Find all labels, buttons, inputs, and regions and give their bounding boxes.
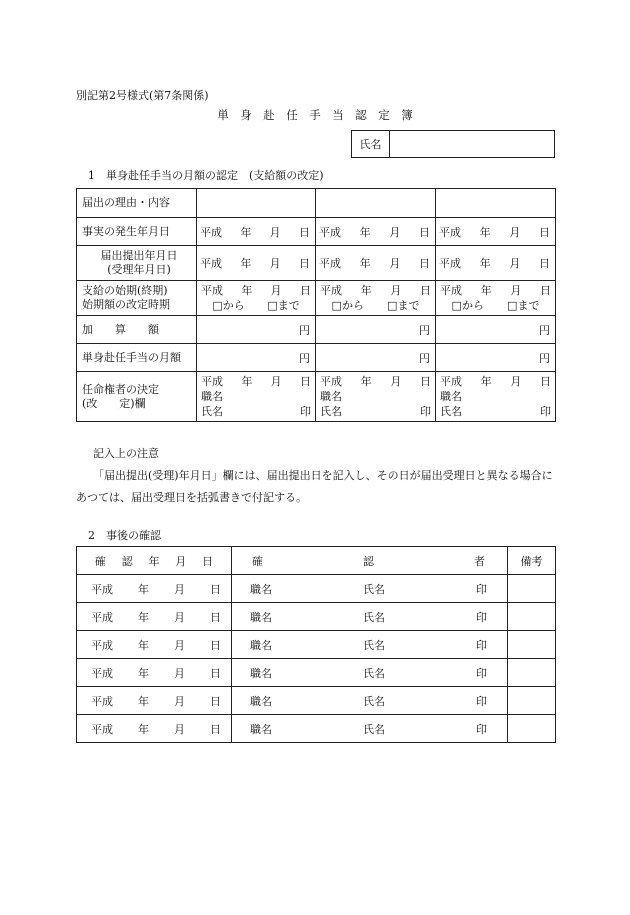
year-label: 年 [138,666,149,680]
year-label: 年 [138,694,149,708]
job-title-label: 職名 [320,390,342,403]
table-row [77,687,556,715]
name-label: 氏名 [201,405,223,418]
job-title-label: 職名 [250,582,272,596]
confirmer-cell[interactable] [232,687,508,715]
year-label: 年 [138,582,149,596]
day-label: 日 [299,284,311,297]
decision-cell[interactable] [436,372,556,422]
decision-label-line1: 任命権者の決定 [82,382,159,396]
header-confirmer [232,547,508,575]
era-label: 平成 [200,225,222,239]
confirm-date-cell[interactable] [77,659,232,687]
decision-cell[interactable] [197,372,316,422]
seal-mark: 印 [476,666,487,680]
name-label: 氏名 [440,405,462,418]
reason-cell[interactable] [436,189,556,218]
monthly-cell[interactable]: 円 [316,344,436,372]
day-label: 日 [210,694,221,708]
day-label: 日 [419,284,431,297]
year-label: 年 [359,225,371,239]
era-label: 平成 [439,225,461,239]
start-cell[interactable] [316,281,436,316]
fact-date-cell[interactable] [197,218,316,246]
name-label: 氏名 [363,666,385,680]
job-title-label: 職名 [250,638,272,652]
name-label: 氏名 [363,722,385,736]
start-label-line1: 支給の始期(終期) [82,284,168,297]
month-label: 月 [270,375,282,388]
header-char: 日 [202,554,214,568]
confirm-date-cell[interactable] [77,715,232,743]
name-label: 氏名 [320,405,342,418]
era-label: 平成 [440,375,462,388]
job-title-label: 職名 [250,666,272,680]
name-label: 氏名 [363,610,385,624]
form-label: 別記第2号様式(第7条関係) [76,89,209,102]
year-label: 年 [479,257,491,270]
header-char: 年 [148,554,160,568]
job-title-label: 職名 [440,390,462,403]
remarks-cell[interactable] [508,715,556,743]
year-label: 年 [360,375,372,388]
era-label: 平成 [201,284,223,297]
name-table [351,130,555,158]
seal-mark: 印 [476,694,487,708]
day-label: 日 [210,610,221,624]
day-label: 日 [418,225,430,239]
fact-date-label: 事実の発生年月日 [77,218,197,246]
year-label: 年 [359,257,371,270]
header-char: 者 [474,554,485,568]
era-label: 平成 [319,225,341,239]
start-cell[interactable] [197,281,316,316]
month-label: 月 [174,722,185,736]
day-label: 日 [539,375,551,388]
month-label: 月 [174,666,185,680]
year-label: 年 [240,225,252,239]
start-label-line2: 始期額の改定時期 [82,298,170,311]
day-label: 日 [298,225,310,239]
month-label: 月 [389,257,401,270]
notice-heading: 記入上の注意 [93,447,159,460]
job-title-label: 職名 [201,390,223,403]
era-label: 平成 [319,257,341,270]
confirmer-cell[interactable] [232,631,508,659]
era-label: 平成 [320,375,342,388]
day-label: 日 [210,666,221,680]
day-label: 日 [539,284,551,297]
monthly-cell[interactable]: 円 [436,344,556,372]
year-label: 年 [480,284,492,297]
month-label: 月 [270,284,282,297]
day-label: 日 [538,257,550,270]
from-checkbox: □から [451,299,484,312]
addition-cell[interactable]: 円 [436,316,556,344]
month-label: 月 [389,225,401,239]
era-label: 平成 [200,257,222,270]
remarks-cell[interactable] [508,687,556,715]
monthly-label: 単身赴任手当の月額 [77,344,197,372]
month-label: 月 [510,375,522,388]
section2-heading: 2 事後の確認 [88,529,161,542]
era-label: 平成 [320,284,342,297]
notice-body: 「届出提出(受理)年月日」欄には、届出提出日を記入し、その日が届出受理日と異なる場合にあつては、届出受理日を括弧書きで付記する。 [76,469,553,504]
decision-label [77,372,197,422]
header-char: 認 [363,554,374,568]
confirmation-table [76,546,556,743]
start-label [77,281,197,316]
year-label: 年 [241,375,253,388]
month-label: 月 [174,610,185,624]
day-label: 日 [419,375,431,388]
day-label: 日 [298,257,310,270]
header-confirm-date [77,547,232,575]
submit-date-cell[interactable] [197,246,316,281]
header-char: 月 [175,554,187,568]
year-label: 年 [138,638,149,652]
name-label: 氏名 [352,131,390,158]
year-label: 年 [138,610,149,624]
seal-mark: 印 [476,582,487,596]
submit-date-cell[interactable] [436,246,556,281]
day-label: 日 [418,257,430,270]
month-label: 月 [509,225,521,239]
month-label: 月 [174,638,185,652]
confirm-date-cell[interactable] [77,631,232,659]
day-label: 日 [210,722,221,736]
job-title-label: 職名 [250,610,272,624]
day-label: 日 [210,638,221,652]
name-field[interactable] [390,131,555,158]
month-label: 月 [269,257,281,270]
era-label: 平成 [440,284,462,297]
era-label: 平成 [91,638,113,652]
table-row [77,659,556,687]
monthly-cell[interactable]: 円 [197,344,316,372]
year-label: 年 [138,722,149,736]
fact-date-cell[interactable] [316,218,436,246]
fact-date-cell[interactable] [436,218,556,246]
confirmer-cell[interactable] [232,659,508,687]
submit-date-label-line2: (受理年月日) [107,263,171,276]
seal-mark: 印 [476,722,487,736]
month-label: 月 [269,225,281,239]
seal-mark: 印 [476,638,487,652]
name-label: 氏名 [363,638,385,652]
remarks-cell[interactable] [508,631,556,659]
job-title-label: 職名 [250,694,272,708]
submit-date-label-line1: 届出提出年月日 [100,249,178,262]
header-char: 確 [252,554,263,568]
era-label: 平成 [91,610,113,624]
document-title: 単 身 赴 任 手 当 認 定 簿 [217,108,413,122]
header-char: 認 [121,554,133,568]
year-label: 年 [241,284,253,297]
seal-mark: 印 [420,405,431,418]
remarks-cell[interactable] [508,603,556,631]
name-label: 氏名 [363,694,385,708]
confirmer-cell[interactable] [232,575,508,603]
start-cell[interactable] [436,281,556,316]
era-label: 平成 [439,257,461,270]
era-label: 平成 [91,582,113,596]
year-label: 年 [479,225,491,239]
table-row [77,575,556,603]
submit-date-label [77,246,197,281]
day-label: 日 [538,225,550,239]
to-checkbox: □まで [507,299,540,312]
month-label: 月 [174,694,185,708]
month-label: 月 [510,284,522,297]
decision-cell[interactable] [316,372,436,422]
certification-table [76,188,556,422]
confirm-date-cell[interactable] [77,687,232,715]
seal-mark: 印 [540,405,551,418]
table-row [77,631,556,659]
era-label: 平成 [91,666,113,680]
to-checkbox: □まで [267,299,300,312]
section1-heading: 1 単身赴任手当の月額の認定 (支給額の改定) [88,169,324,182]
addition-label: 加 算 額 [77,316,197,344]
seal-mark: 印 [300,405,311,418]
seal-mark: 印 [476,610,487,624]
header-char: 確 [94,554,106,568]
day-label: 日 [299,375,311,388]
reason-cell[interactable] [316,189,436,218]
table-row [77,715,556,743]
year-label: 年 [480,375,492,388]
month-label: 月 [174,582,185,596]
submit-date-cell[interactable] [316,246,436,281]
confirm-date-cell[interactable] [77,603,232,631]
reason-cell[interactable] [197,189,316,218]
year-label: 年 [360,284,372,297]
addition-cell[interactable]: 円 [316,316,436,344]
month-label: 月 [390,284,402,297]
year-label: 年 [240,257,252,270]
addition-cell[interactable]: 円 [197,316,316,344]
from-checkbox: □から [212,299,245,312]
from-checkbox: □から [331,299,364,312]
name-label: 氏名 [363,582,385,596]
reason-label: 届出の理由・内容 [77,189,197,218]
era-label: 平成 [91,722,113,736]
header-remarks: 備考 [508,547,556,575]
day-label: 日 [210,582,221,596]
remarks-cell[interactable] [508,659,556,687]
decision-label-line2: (改 定)欄 [82,396,146,410]
job-title-label: 職名 [250,722,272,736]
to-checkbox: □まで [387,299,420,312]
confirm-date-cell[interactable] [77,575,232,603]
era-label: 平成 [91,694,113,708]
remarks-cell[interactable] [508,575,556,603]
era-label: 平成 [201,375,223,388]
confirmer-cell[interactable] [232,715,508,743]
table-row [77,603,556,631]
month-label: 月 [390,375,402,388]
confirmer-cell[interactable] [232,603,508,631]
month-label: 月 [509,257,521,270]
